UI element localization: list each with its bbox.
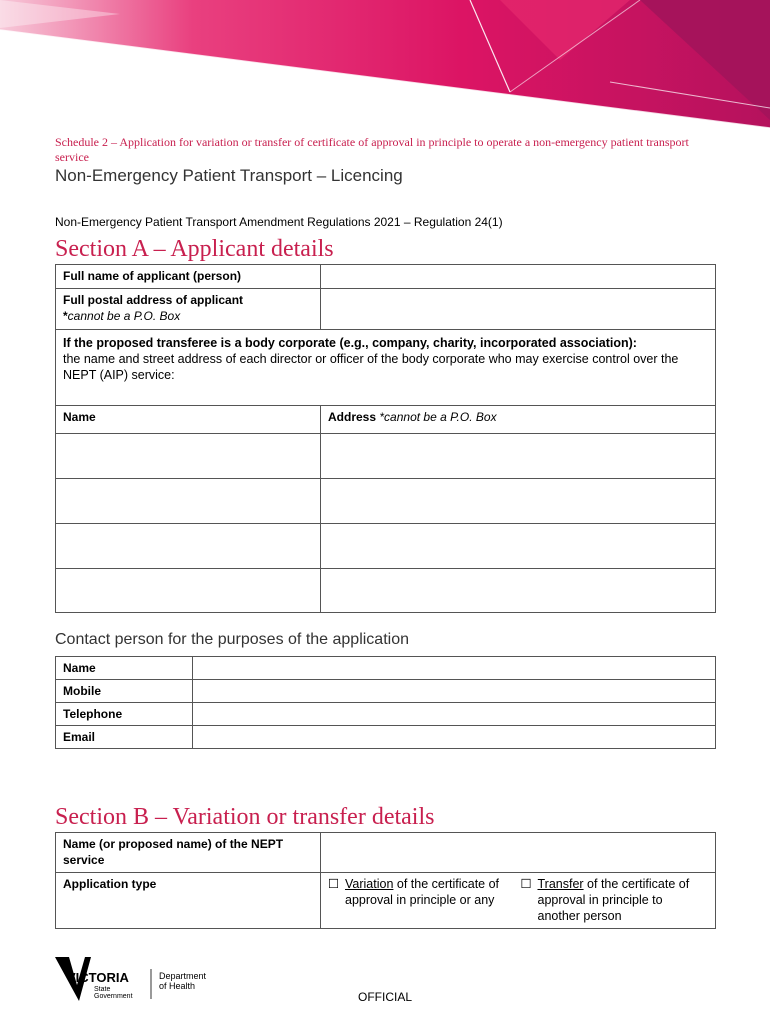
contact-person-table bbox=[55, 656, 716, 749]
contact-email-label: Email bbox=[56, 726, 193, 749]
applicant-details-table bbox=[55, 264, 716, 613]
contact-telephone-label: Telephone bbox=[56, 703, 193, 726]
transfer-text: of the certificate of approval in principle to another person bbox=[537, 877, 690, 923]
of-health-text: of Health bbox=[159, 981, 196, 991]
director-name-input[interactable] bbox=[56, 524, 321, 569]
director-address-input[interactable] bbox=[321, 479, 716, 524]
schedule-title: Schedule 2 – Application for variation or transfer of certificate of approval in principle to operate a non-emergency patient transport service bbox=[55, 135, 689, 164]
section-b-heading: Section B – Variation or transfer details bbox=[55, 804, 435, 830]
contact-telephone-input[interactable] bbox=[193, 703, 716, 726]
full-name-label: Full name of applicant (person) bbox=[56, 265, 321, 289]
regulation-reference: Non-Emergency Patient Transport Amendment Regulations 2021 – Regulation 24(1) bbox=[55, 215, 503, 229]
director-name-input[interactable] bbox=[56, 569, 321, 613]
page-subtitle: Non-Emergency Patient Transport – Licencing bbox=[55, 166, 403, 185]
body-corporate-heading: If the proposed transferee is a body corporate (e.g., company, charity, incorporated association): bbox=[63, 336, 637, 350]
contact-name-label: Name bbox=[56, 657, 193, 680]
variation-option[interactable] bbox=[321, 873, 514, 929]
logo-state-text: State bbox=[94, 986, 111, 993]
column-address-header: Address bbox=[328, 410, 377, 424]
variation-transfer-table bbox=[55, 832, 716, 929]
service-name-label: Name (or proposed name) of the NEPT service bbox=[56, 833, 321, 873]
postal-note: cannot be a P.O. Box bbox=[67, 309, 181, 323]
logo-victoria-text: VICTORIA bbox=[67, 970, 129, 985]
header-banner bbox=[0, 0, 770, 132]
director-address-input[interactable] bbox=[321, 524, 716, 569]
postal-note-asterisk: * bbox=[63, 309, 68, 323]
body-corporate-cell bbox=[56, 330, 716, 406]
column-address-note: *cannot be a P.O. Box bbox=[379, 410, 497, 424]
contact-person-title: Contact person for the purposes of the application bbox=[55, 631, 409, 648]
director-name-input[interactable] bbox=[56, 479, 321, 524]
body-corporate-instructions: the name and street address of each director or officer of the body corporate who may exercise control over the NEPT (AIP) service: bbox=[63, 352, 679, 382]
transfer-option[interactable] bbox=[514, 873, 716, 929]
postal-address-label-cell bbox=[56, 289, 321, 330]
director-address-input[interactable] bbox=[321, 569, 716, 613]
director-name-input[interactable] bbox=[56, 434, 321, 479]
checkbox-icon[interactable]: ☐ bbox=[520, 877, 532, 891]
variation-text: of the certificate of approval in principle or any bbox=[345, 877, 500, 907]
contact-mobile-label: Mobile bbox=[56, 680, 193, 703]
transfer-link[interactable]: Transfer bbox=[537, 877, 584, 891]
service-name-input[interactable] bbox=[321, 833, 716, 873]
column-address-header-cell bbox=[321, 406, 716, 434]
column-name-header: Name bbox=[56, 406, 321, 434]
section-a-heading: Section A – Applicant details bbox=[55, 236, 334, 262]
variation-link[interactable]: Variation bbox=[345, 877, 394, 891]
checkbox-icon[interactable]: ☐ bbox=[328, 877, 340, 891]
official-classification: OFFICIAL bbox=[357, 990, 412, 1004]
postal-address-input[interactable] bbox=[321, 289, 716, 330]
postal-address-label: Full postal address of applicant bbox=[63, 293, 244, 307]
application-type-label: Application type bbox=[56, 873, 321, 929]
full-name-input[interactable] bbox=[321, 265, 716, 289]
contact-mobile-input[interactable] bbox=[193, 680, 716, 703]
department-text: Department bbox=[159, 971, 207, 981]
logo-government-text: Government bbox=[94, 993, 133, 1000]
contact-name-input[interactable] bbox=[193, 657, 716, 680]
director-address-input[interactable] bbox=[321, 434, 716, 479]
contact-email-input[interactable] bbox=[193, 726, 716, 749]
